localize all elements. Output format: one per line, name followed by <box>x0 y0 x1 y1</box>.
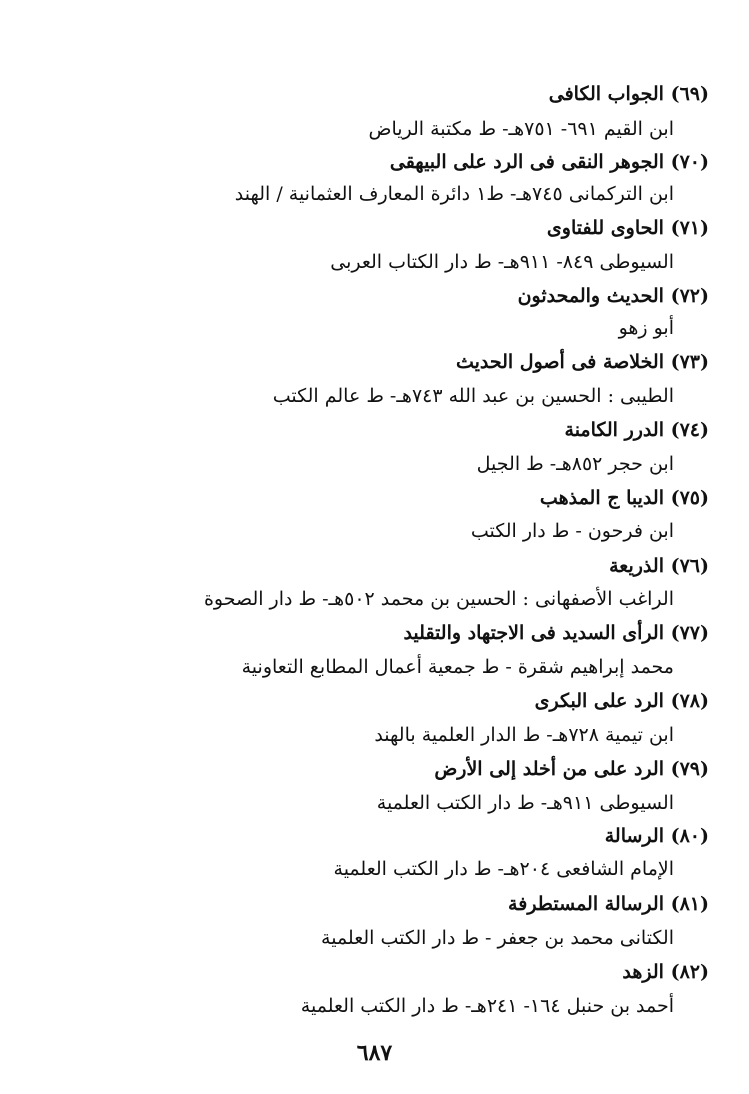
page-number: ٦٨٧ <box>356 1040 393 1066</box>
entry-author: ابن فرحون - ط دار الكتب <box>470 520 674 542</box>
entry-title: (٦٩) الجواب الكافى <box>548 83 709 105</box>
entry-title: (٧٤) الدرر الكامنة <box>564 419 709 441</box>
entry-author: السيوطى ٩١١هـ- ط دار الكتب العلمية <box>376 792 674 814</box>
entry-author: ابن التركمانى ٧٤٥هـ- ط١ دائرة المعارف العثمانية / الهند <box>234 183 674 205</box>
entry-author: الإمام الشافعى ٢٠٤هـ- ط دار الكتب العلمية <box>333 858 674 880</box>
entry-title: (٧٣) الخلاصة فى أصول الحديث <box>455 351 709 373</box>
entry-author: ابن تيمية ٧٢٨هـ- ط الدار العلمية بالهند <box>374 724 674 746</box>
entry-author: الكتانى محمد بن جعفر - ط دار الكتب العلمية <box>321 927 674 949</box>
entry-author: محمد إبراهيم شقرة - ط جمعية أعمال المطابع التعاونية <box>241 656 674 678</box>
entry-title: (٨٢) الزهد <box>622 961 709 983</box>
entry-author: الراغب الأصفهانى : الحسين بن محمد ٥٠٢هـ- ط دار الصحوة <box>203 588 674 610</box>
entry-author: أحمد بن حنبل ١٦٤- ٢٤١هـ- ط دار الكتب العلمية <box>300 995 674 1017</box>
entry-title: (٧١) الحاوى للفتاوى <box>546 217 709 239</box>
entry-title: (٧٧) الرأى السديد فى الاجتهاد والتقليد <box>403 622 709 644</box>
entry-title: (٧٥) الديبا ج المذهب <box>539 487 709 509</box>
entry-author: ابن حجر ٨٥٢هـ- ط الجيل <box>476 453 674 475</box>
entry-title: (٧٠) الجوهر النقى فى الرد على البيهقى <box>389 151 709 173</box>
entry-title: (٧٦) الذريعة <box>609 555 709 577</box>
entry-title: (٧٢) الحديث والمحدثون <box>517 285 709 307</box>
entry-author: أبو زهو <box>618 317 674 339</box>
entry-author: الطيبى : الحسين بن عبد الله ٧٤٣هـ- ط عالم الكتب <box>272 385 674 407</box>
entry-author: ابن القيم ٦٩١- ٧٥١هـ- ط مكتبة الرياض <box>368 118 674 140</box>
entry-title: (٨١) الرسالة المستطرفة <box>508 893 709 915</box>
entry-title: (٧٨) الرد على البكرى <box>534 690 709 712</box>
entry-author: السيوطى ٨٤٩- ٩١١هـ- ط دار الكتاب العربى <box>330 251 674 273</box>
entry-title: (٧٩) الرد على من أخلد إلى الأرض <box>434 758 709 780</box>
entry-title: (٨٠) الرسالة <box>604 825 709 847</box>
